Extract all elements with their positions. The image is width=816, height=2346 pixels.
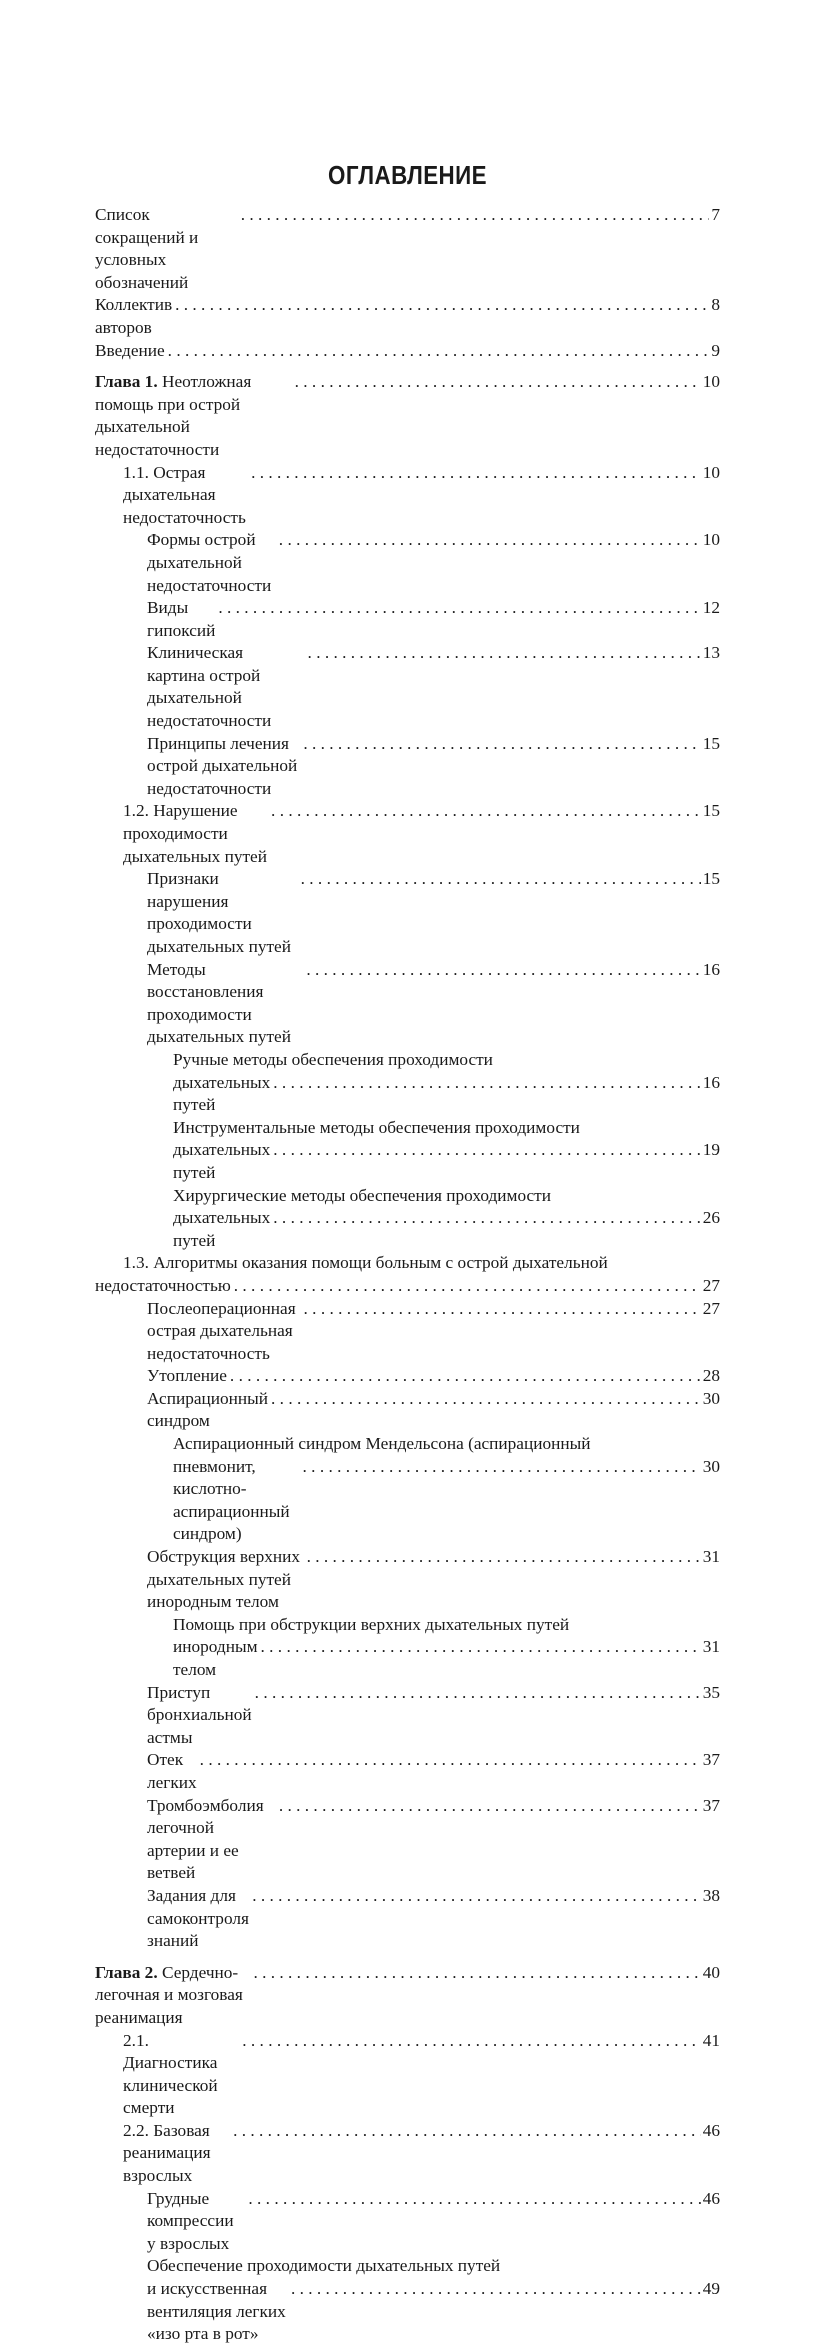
toc-entry-page: 15 bbox=[702, 733, 720, 753]
dot-leader bbox=[303, 1456, 701, 1479]
toc-entry-title: Коллектив авторов bbox=[95, 295, 173, 337]
toc-entry-title: Обструкция верхних дыхательных путей инородным телом bbox=[147, 1547, 301, 1612]
toc-entry-title-line1: Инструментальные методы обеспечения проходимости bbox=[173, 1117, 580, 1137]
toc-entry-title: 2.1. Диагностика клинической смерти bbox=[123, 2030, 218, 2118]
toc-entry-page: 30 bbox=[702, 1388, 720, 1408]
dot-leader bbox=[242, 2030, 700, 2053]
toc-entry-page: 41 bbox=[702, 2030, 720, 2050]
toc-entry-title-line1: Помощь при обструкции верхних дыхательных путей bbox=[173, 1614, 570, 1634]
toc-entry-title: Тромбоэмболия легочной артерии и ее ветвей bbox=[147, 1795, 264, 1883]
toc-entry[interactable] bbox=[95, 462, 720, 530]
toc-entry-page: 37 bbox=[702, 1795, 720, 1815]
toc-entry[interactable] bbox=[95, 1252, 720, 1297]
dot-leader bbox=[234, 1275, 701, 1298]
toc-entry-page: 31 bbox=[702, 1547, 720, 1567]
toc-entry-title: Приступ бронхиальной астмы bbox=[147, 1682, 252, 1747]
dot-leader bbox=[279, 529, 701, 552]
chapter-label: Глава 1. bbox=[95, 372, 158, 392]
toc-entry-title: Задания для самоконтроля знаний bbox=[147, 1885, 249, 1951]
toc-entry[interactable] bbox=[95, 959, 720, 1049]
toc-entry-page: 28 bbox=[702, 1366, 720, 1386]
toc-entry-page: 27 bbox=[702, 1298, 720, 1318]
toc-entry-title: Послеоперационная острая дыхательная недостаточность bbox=[147, 1298, 296, 1363]
toc-entry-page: 40 bbox=[702, 1962, 720, 1982]
toc-entry-page: 27 bbox=[702, 1275, 720, 1295]
toc-entry-title bbox=[95, 371, 292, 461]
toc-entry-title: Введение bbox=[95, 340, 165, 360]
toc-entry-page: 15 bbox=[702, 869, 720, 889]
dot-leader bbox=[307, 1546, 701, 1569]
dot-leader bbox=[261, 1636, 701, 1659]
dot-leader bbox=[273, 1072, 700, 1095]
toc-entry-page: 7 bbox=[711, 205, 720, 224]
dot-leader bbox=[308, 642, 701, 665]
toc-entry-title-line1: Ручные методы обеспечения проходимости bbox=[173, 1049, 493, 1069]
toc-entry[interactable] bbox=[95, 1185, 720, 1253]
toc-entry[interactable] bbox=[95, 1298, 720, 1366]
toc-entry-title: дыхательных путей bbox=[173, 1208, 271, 1250]
toc-entry-page: 9 bbox=[711, 340, 720, 360]
chapter-label: Глава 2. bbox=[95, 1962, 158, 1982]
toc-entry-title: Аспирационный синдром bbox=[147, 1388, 269, 1431]
dot-leader bbox=[255, 1682, 701, 1705]
dot-leader bbox=[279, 1795, 701, 1818]
toc-entry-title: Грудные компрессии у взрослых bbox=[147, 2188, 234, 2253]
toc-entry-title: дыхательных путей bbox=[173, 1072, 271, 1115]
toc-entry[interactable] bbox=[95, 1795, 720, 1885]
dot-leader bbox=[175, 294, 709, 317]
toc-entry-title-line1: Обеспечение проходимости дыхательных путей bbox=[147, 2256, 501, 2276]
toc-entry-page: 10 bbox=[702, 530, 720, 550]
dot-leader bbox=[168, 340, 710, 363]
toc-entry-page: 35 bbox=[702, 1682, 720, 1702]
toc-entry-title: Методы восстановления проходимости дыхательных путей bbox=[147, 959, 291, 1047]
toc-entry-page: 12 bbox=[702, 598, 720, 618]
toc-entry-page: 15 bbox=[702, 801, 720, 821]
toc-entry-page: 8 bbox=[711, 295, 720, 315]
toc-entry[interactable] bbox=[95, 1365, 720, 1388]
dot-leader bbox=[230, 1365, 701, 1388]
toc-entry[interactable] bbox=[95, 2188, 720, 2256]
toc-entry-title-line1: Хирургические методы обеспечения проходимости bbox=[173, 1185, 551, 1205]
toc-entry[interactable] bbox=[95, 1749, 720, 1794]
dot-leader bbox=[218, 597, 700, 620]
toc-entry[interactable] bbox=[95, 1682, 720, 1750]
toc-entry-page: 31 bbox=[702, 1637, 720, 1657]
toc-entry-title bbox=[95, 1962, 250, 2030]
toc-entry-title: 2.2. Базовая реанимация взрослых bbox=[123, 2120, 211, 2186]
toc-entry-title: Виды гипоксий bbox=[147, 598, 216, 640]
toc-entry-page: 16 bbox=[702, 1072, 720, 1092]
toc-page bbox=[95, 158, 720, 2346]
toc-entry[interactable] bbox=[95, 204, 720, 294]
toc-entry[interactable] bbox=[95, 1433, 720, 1546]
toc-entry-title: 1.1. Острая дыхательная недостаточность bbox=[123, 462, 246, 527]
dot-leader bbox=[251, 462, 701, 485]
toc-entry-title: инородным телом bbox=[173, 1637, 258, 1679]
toc-list bbox=[95, 204, 720, 2346]
chapter-title: Неотложная помощь при острой дыхательной недостаточности bbox=[95, 372, 252, 459]
dot-leader bbox=[301, 868, 701, 891]
toc-entry-title: Утопление bbox=[147, 1366, 227, 1386]
toc-entry-page: 26 bbox=[702, 1208, 720, 1228]
toc-entry[interactable] bbox=[95, 597, 720, 642]
toc-entry-title-line1: 1.3. Алгоритмы оказания помощи больным с острой дыхательной bbox=[123, 1253, 608, 1273]
toc-entry-title: пневмонит, кислотно-аспирационный синдром) bbox=[173, 1456, 290, 1544]
toc-entry-page: 46 bbox=[702, 2120, 720, 2140]
toc-entry-title: дыхательных путей bbox=[173, 1140, 271, 1182]
toc-entry-title: недостаточностью bbox=[95, 1275, 231, 1295]
toc-chapter-entry[interactable] bbox=[95, 371, 720, 461]
chapter-title: Сердечно-легочная и мозговая реанимация bbox=[95, 1962, 243, 2027]
dot-leader bbox=[304, 1298, 701, 1321]
toc-entry-page: 16 bbox=[702, 959, 720, 979]
toc-entry[interactable] bbox=[95, 294, 720, 339]
toc-entry[interactable] bbox=[95, 800, 720, 868]
toc-entry[interactable] bbox=[95, 1885, 720, 1953]
toc-entry-title: Принципы лечения острой дыхательной недостаточности bbox=[147, 733, 298, 798]
dot-leader bbox=[273, 1207, 700, 1230]
toc-entry-title: Признаки нарушения проходимости дыхательных путей bbox=[147, 869, 291, 956]
dot-leader bbox=[241, 204, 710, 227]
dot-leader bbox=[306, 959, 700, 982]
dot-leader bbox=[252, 1885, 701, 1908]
toc-entry[interactable] bbox=[95, 733, 720, 801]
dot-leader bbox=[271, 800, 701, 823]
toc-entry-page: 49 bbox=[702, 2279, 720, 2299]
toc-entry[interactable] bbox=[95, 868, 720, 958]
toc-entry-page: 10 bbox=[702, 462, 720, 482]
dot-leader bbox=[303, 733, 700, 756]
toc-entry-page: 10 bbox=[702, 372, 720, 392]
toc-entry[interactable] bbox=[95, 529, 720, 597]
dot-leader bbox=[295, 371, 701, 394]
toc-entry[interactable] bbox=[95, 1614, 720, 1682]
dot-leader bbox=[271, 1388, 701, 1411]
toc-entry[interactable] bbox=[95, 1117, 720, 1185]
toc-entry-title-line1: Аспирационный синдром Мендельсона (аспирационный bbox=[173, 1434, 591, 1454]
dot-leader bbox=[273, 1139, 700, 1162]
toc-entry[interactable] bbox=[95, 2030, 720, 2120]
toc-entry[interactable] bbox=[95, 340, 720, 363]
toc-entry-page: 19 bbox=[702, 1140, 720, 1160]
toc-entry[interactable] bbox=[95, 1546, 720, 1614]
toc-entry[interactable] bbox=[95, 2120, 720, 2188]
toc-entry-title: Клиническая картина острой дыхательной недостаточности bbox=[147, 643, 272, 731]
toc-entry-page: 37 bbox=[702, 1750, 720, 1770]
toc-entry[interactable] bbox=[95, 1388, 720, 1433]
toc-entry-page: 46 bbox=[702, 2188, 720, 2208]
dot-leader bbox=[200, 1749, 701, 1772]
toc-chapter-entry[interactable] bbox=[95, 1962, 720, 2030]
toc-entry-title: Список сокращений и условных обозначений bbox=[95, 205, 199, 292]
toc-entry-title: Формы острой дыхательной недостаточности bbox=[147, 530, 272, 595]
toc-entry[interactable] bbox=[95, 642, 720, 732]
toc-entry[interactable] bbox=[95, 1049, 720, 1117]
toc-entry-page: 13 bbox=[702, 643, 720, 663]
dot-leader bbox=[253, 1962, 700, 1985]
dot-leader bbox=[291, 2278, 701, 2301]
toc-entry-page: 38 bbox=[702, 1885, 720, 1905]
dot-leader bbox=[233, 2120, 701, 2143]
toc-entry-page: 30 bbox=[702, 1456, 720, 1476]
toc-entry[interactable] bbox=[95, 2255, 720, 2345]
page-title: ОГЛАВЛЕНИЕ bbox=[328, 160, 487, 190]
dot-leader bbox=[248, 2188, 700, 2211]
toc-entry-title: Отек легких bbox=[147, 1750, 197, 1792]
toc-entry-title: 1.2. Нарушение проходимости дыхательных путей bbox=[123, 801, 267, 866]
toc-entry-title: и искусственная вентиляция легких «изо рта в рот» bbox=[147, 2279, 286, 2344]
